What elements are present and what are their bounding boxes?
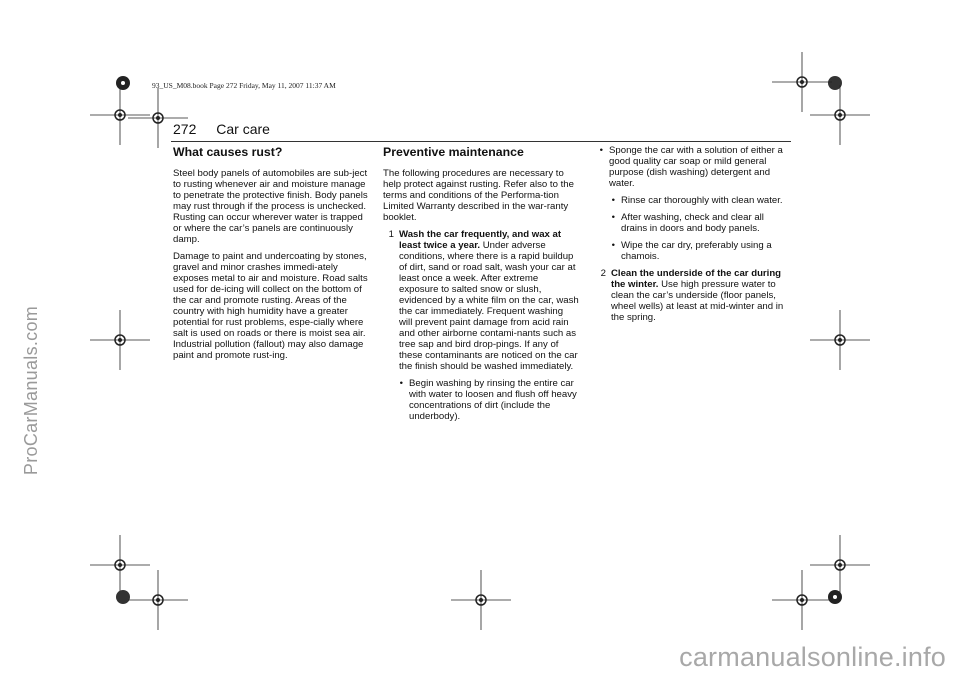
column-3 <box>595 145 792 329</box>
bullet-item <box>595 195 792 206</box>
item-text <box>611 268 792 323</box>
paragraph: Damage to paint and undercoating by stones, gravel and minor crashes immedi-ately exposes metal to air and moisture. Road salts used for de-icing will collect on the bottom of the car and promote rusting. Areas of the country with high humidity have a greater potential for rust problems, espe-cially where salt is used on roads or there is moist sea air. Industrial pollution (fallout) may also damage paint and promote rust-ing. <box>173 251 368 361</box>
crosshair-icon <box>451 570 511 630</box>
registration-mark-icon <box>820 582 850 612</box>
item-bold-lead: Clean the underside of the car during the winter. <box>611 268 782 290</box>
item-number: 1 <box>388 229 394 240</box>
item-text <box>399 229 579 372</box>
bullet-glyph: • <box>611 195 615 206</box>
crosshair-icon <box>128 570 188 630</box>
side-watermark-text: ProCarManuals.com <box>21 305 42 475</box>
bullet-item <box>595 212 792 234</box>
page-number: 272 <box>173 121 197 137</box>
item-number: 2 <box>600 268 606 279</box>
numbered-item <box>595 268 792 323</box>
running-header <box>173 121 270 137</box>
heading-preventive-maintenance: Preventive maintenance <box>383 145 524 159</box>
bullet-item <box>595 240 792 262</box>
print-slug: 93_US_M08.book Page 272 Friday, May 11, 2007 11:37 AM <box>152 81 336 90</box>
bullet-text: Sponge the car with a solution of either a good quality car soap or mild general purpose (dish washing) detergent and water. <box>609 145 783 189</box>
column-1 <box>173 145 368 367</box>
bullet-text: Wipe the car dry, preferably using a chamois. <box>621 240 772 262</box>
item-body: Under adverse conditions, where there is a rapid buildup of dirt, sand or road salt, wash your car at least once a week. After extreme exposure to salted snow or slush, evidenced by a white film on the car, wash the car immediately. Frequent washing will prevent paint damage from acid rain and other airborne contami-nants such as tree sap and bird drop-pings. If any of these contaminants are noticed on the car the finish should be washed immediately. <box>399 240 579 372</box>
heading-what-causes-rust: What causes rust? <box>173 145 283 159</box>
column-2 <box>383 145 579 428</box>
bullet-text: After washing, check and clear all drains in doors and body panels. <box>621 212 764 234</box>
bullet-item <box>595 145 792 189</box>
bullet-item <box>383 378 579 422</box>
paragraph: Steel body panels of automobiles are sub-ject to rusting whenever air and moisture manage to penetrate the protective finish. Body panels may rust through if the process is unchecked. Rusting can occur wherever water is trapped or where the car’s panels are continuously damp. <box>173 168 368 245</box>
numbered-item <box>383 229 579 372</box>
bullet-glyph: • <box>611 240 615 251</box>
item-body: Use high pressure water to clean the car’s underside (floor panels, wheel wells) at least at mid-winter and in the spring. <box>611 279 784 323</box>
intro-paragraph: The following procedures are necessary to help protect against rusting. Refer also to the terms and conditions of the Performa-tion Limited Warranty described in the war-ranty booklet. <box>383 168 574 223</box>
bullet-glyph: • <box>399 378 403 389</box>
bullet-text: Begin washing by rinsing the entire car with water to loosen and flush off heavy concentrations of dirt (include the underbody). <box>409 378 577 422</box>
crosshair-icon <box>810 85 870 145</box>
crosshair-icon <box>810 310 870 370</box>
header-rule <box>171 141 791 142</box>
section-title: Car care <box>216 121 270 137</box>
bullet-glyph: • <box>599 145 603 156</box>
bullet-glyph: • <box>611 212 615 223</box>
item-bold-lead: Wash the car frequently, and wax at least twice a year. <box>399 229 562 251</box>
crosshair-icon <box>90 85 150 145</box>
crosshair-icon <box>90 310 150 370</box>
bullet-text: Rinse car thoroughly with clean water. <box>621 195 783 206</box>
bottom-watermark: carmanualsonline.info <box>679 642 946 672</box>
side-watermark <box>12 200 52 580</box>
